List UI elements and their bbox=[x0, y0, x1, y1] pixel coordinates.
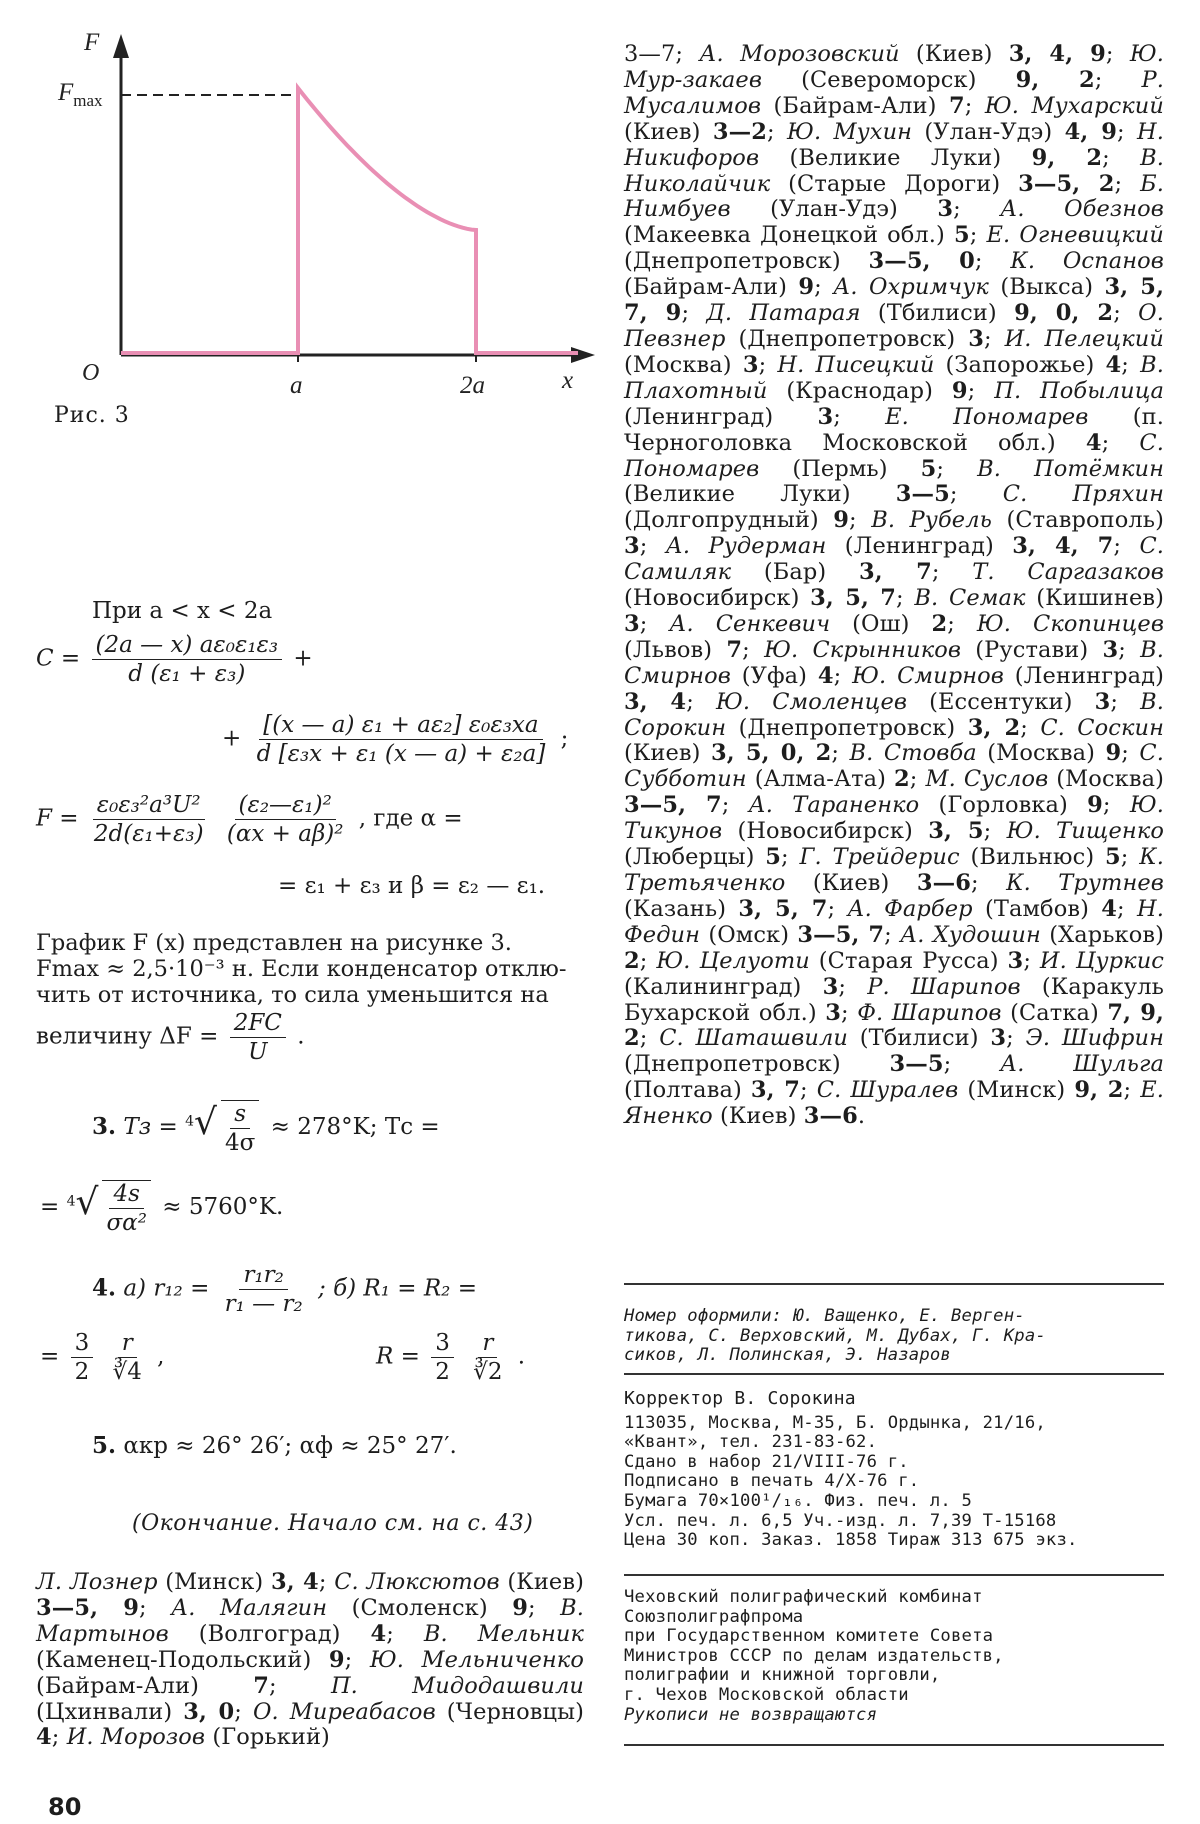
name-text: (Каракуль Бухарской обл.) bbox=[624, 973, 1164, 1026]
person-name: Р. Мусалимов bbox=[624, 66, 1164, 119]
name-text: ; bbox=[386, 1620, 424, 1647]
name-text: ; bbox=[967, 377, 995, 404]
name-text: . bbox=[857, 1103, 866, 1130]
imprint-rule-3 bbox=[624, 1574, 1164, 1576]
problem-numbers: 3 bbox=[1094, 688, 1111, 715]
person-name: И. Цуркис bbox=[1039, 947, 1164, 974]
name-text: (Алма-Ата) bbox=[746, 766, 895, 793]
name-text: ; bbox=[1113, 533, 1140, 560]
name-text: ; bbox=[639, 533, 666, 560]
delta-f-line: величину ΔF = $\frac{2FC}{U}$ . bbox=[36, 1010, 305, 1065]
name-text: (Москва) bbox=[976, 740, 1106, 767]
problem-numbers: 3 bbox=[1007, 947, 1024, 974]
person-name: С. Пряхин bbox=[1002, 481, 1165, 508]
problem-numbers: 4 bbox=[1101, 895, 1118, 922]
person-name: Л. Лознер bbox=[36, 1569, 158, 1595]
person-name: С. Шуралев bbox=[816, 1077, 959, 1104]
person-name: К. Трутнев bbox=[1006, 870, 1164, 896]
person-name: Ю. Скопинцев bbox=[976, 610, 1165, 637]
axis-y-label: F bbox=[84, 29, 100, 56]
name-text: (Рустави) bbox=[961, 636, 1103, 663]
where-line2: = ε₁ + ε₃ и β = ε₂ — ε₁. bbox=[278, 873, 546, 899]
problem-numbers: 3 bbox=[1102, 636, 1119, 663]
name-text: ; bbox=[814, 274, 834, 301]
name-text: ; bbox=[1113, 300, 1139, 327]
name-text: (Старые Дороги) bbox=[770, 170, 1019, 197]
name-text: ; bbox=[1121, 351, 1141, 378]
name-text: (Киев) bbox=[624, 118, 713, 145]
name-text: ; bbox=[970, 870, 1007, 896]
problem-numbers: 3 bbox=[822, 973, 839, 1000]
problem-4-line2: = $\frac{3}{2}$ $\frac{r}{∛4}$ , bbox=[40, 1330, 165, 1385]
name-text: ; bbox=[833, 403, 886, 430]
person-name: А. Фарбер bbox=[847, 895, 973, 922]
name-text: (Тбилиси) bbox=[860, 300, 1015, 327]
origin-label: O bbox=[82, 360, 100, 386]
name-text: ; bbox=[268, 1672, 331, 1699]
address-block: Корректор В. Сорокина 113035, Москва, М-35, Б. Ордынка, 21/16, «Квант», тел. 231-83-62. Сдано в набор 21/VIII-76 г. Подписано в печать 4/X-76 г. Бумага 70×100¹/₁₆. Физ. печ. л. 5 Усл. печ. л. 6,5 Уч.-изд. л. 7,39 Т-15168 Цена 30 коп. Заказ. 1858 Тираж 313 675 экз. bbox=[624, 1388, 1078, 1551]
name-text: (Ош) bbox=[830, 610, 932, 637]
name-text: (Калининград) bbox=[624, 973, 823, 1000]
problem-numbers: 9 bbox=[1087, 792, 1103, 819]
person-name: М. Суслов bbox=[925, 766, 1049, 793]
figure-3-graph bbox=[40, 20, 600, 440]
person-name: Д. Патарая bbox=[706, 300, 861, 327]
problem-numbers: 4 bbox=[36, 1724, 52, 1751]
person-name: Ю. Мухин bbox=[787, 118, 913, 145]
problem-numbers: 3—5, 9 bbox=[36, 1594, 139, 1621]
person-name: В. Стовба bbox=[849, 740, 977, 767]
name-text: (Казань) bbox=[624, 895, 739, 922]
name-text: (Омск) bbox=[700, 921, 798, 948]
problem-numbers: 9 bbox=[798, 274, 815, 301]
c-formula-line2: + $\frac{\text{[(x — a) ε₁ + aε₂] ε₀ε₃xa}}{\text{d [ε₃x + ε₁ (x — a) + ε₂a]}}$ ; bbox=[222, 712, 569, 767]
name-text: (Киев) bbox=[624, 740, 712, 767]
person-name: В. Смирнов bbox=[624, 636, 1165, 689]
name-text: ; bbox=[983, 325, 1005, 352]
person-name: В. Сорокин bbox=[624, 688, 1164, 741]
name-text: (Бар) bbox=[731, 559, 860, 586]
name-text: ; bbox=[527, 1594, 561, 1621]
name-text: (Волгоград) bbox=[168, 1620, 371, 1647]
name-text: (Москва) bbox=[624, 351, 743, 378]
name-text: (Люберцы) bbox=[624, 844, 766, 871]
person-name: П. Побылица bbox=[994, 377, 1165, 404]
name-text: (Сатка) bbox=[1001, 999, 1108, 1026]
name-text: (Горький) bbox=[205, 1724, 330, 1751]
problem-numbers: 3—5, 2 bbox=[1018, 170, 1115, 197]
person-name: П. Мидодашвили bbox=[330, 1672, 584, 1699]
name-text: (п. Черноголовка Московской обл.) bbox=[624, 403, 1164, 456]
problem-numbers: 4 bbox=[1085, 429, 1102, 456]
problem-numbers: 7 bbox=[948, 92, 965, 119]
problem-numbers: 3—5 bbox=[889, 1051, 944, 1078]
name-text: (Днепропетровск) bbox=[624, 1051, 890, 1078]
problem-numbers: 3, 5 bbox=[928, 818, 984, 845]
name-text: (Харьков) bbox=[1040, 921, 1165, 948]
person-name: В. Николайчик bbox=[624, 144, 1164, 197]
problem-numbers: 3 bbox=[937, 196, 954, 223]
name-text: (Великие Луки) bbox=[759, 144, 1032, 171]
name-text: ; bbox=[1121, 740, 1140, 767]
name-text: (Байрам-Али) bbox=[36, 1672, 254, 1699]
problem-numbers: 3, 7 bbox=[750, 1077, 801, 1104]
problem-numbers: 3—5, 7 bbox=[797, 921, 885, 948]
problem-numbers: 5 bbox=[765, 844, 782, 871]
name-text: ; bbox=[234, 1698, 253, 1725]
problem-numbers: 9 bbox=[512, 1594, 528, 1621]
problem-numbers: 3—5, 0 bbox=[868, 248, 975, 275]
force-curve bbox=[121, 88, 578, 353]
name-text: ; bbox=[639, 610, 670, 637]
imprint-rule-4 bbox=[624, 1744, 1164, 1746]
name-text: (Кишинев) bbox=[1025, 585, 1165, 612]
name-text: ; bbox=[639, 947, 657, 974]
problem-numbers: 3—5 bbox=[895, 481, 950, 508]
problem-numbers: 4 bbox=[1105, 351, 1122, 378]
person-name: А. Малягин bbox=[171, 1594, 328, 1621]
problem-numbers: 2 bbox=[624, 947, 640, 974]
name-text: (Днепропетровск) bbox=[624, 248, 869, 275]
name-text: (Каменец-Подольский) bbox=[36, 1646, 329, 1673]
problem-numbers: 9, 2 bbox=[1031, 144, 1103, 171]
person-name: К. Оспанов bbox=[1010, 248, 1164, 275]
problem-numbers: 2 bbox=[894, 766, 910, 793]
problem-numbers: 7, 9, 2 bbox=[624, 999, 1164, 1052]
problem-numbers: 3, 4 bbox=[624, 688, 687, 715]
problem-4-R: R = $\frac{3}{2}$ $\frac{r}{∛2}$ . bbox=[376, 1330, 526, 1385]
name-text: ; bbox=[827, 895, 848, 922]
person-name: И. Пелецкий bbox=[1004, 325, 1164, 352]
problem-3-line2: = $^4$√ $\frac{4s}{\text{σα²}}$ ≈ 5760°K. bbox=[40, 1181, 284, 1236]
name-text: ; bbox=[909, 766, 926, 793]
problem-numbers: 4 bbox=[370, 1620, 387, 1647]
names-list-left bbox=[36, 1570, 584, 1751]
name-text: (Минск) bbox=[157, 1569, 271, 1595]
problem-numbers: 3—2 bbox=[712, 118, 767, 145]
problem-numbers: 3, 7 bbox=[859, 559, 932, 586]
name-text: ; bbox=[1102, 144, 1141, 171]
person-name: В. Рубель bbox=[871, 507, 992, 534]
name-text: ; bbox=[1123, 1077, 1141, 1104]
name-text: ; bbox=[1117, 895, 1138, 922]
person-name: С. Соскин bbox=[1040, 714, 1165, 741]
problem-numbers: 3, 5, 0, 2 bbox=[711, 740, 832, 767]
name-text: (Ленинград) bbox=[826, 533, 1013, 560]
problem-numbers: 7 bbox=[253, 1672, 269, 1699]
name-text: (Днепропетровск) bbox=[725, 325, 969, 352]
name-text: (Старая Русса) bbox=[809, 947, 1008, 974]
person-name: А. Шульга bbox=[1000, 1051, 1164, 1078]
problem-numbers: 3—6 bbox=[916, 870, 971, 896]
person-name: В. Семак bbox=[914, 585, 1026, 612]
person-name: Ю. Тищенко bbox=[1006, 818, 1165, 845]
name-text: (Львов) bbox=[624, 636, 727, 663]
person-name: Н. Федин bbox=[624, 895, 1164, 948]
name-text: (Киев) bbox=[785, 870, 917, 896]
problem-numbers: 9, 0, 2 bbox=[1014, 300, 1114, 327]
name-text: ; bbox=[767, 118, 787, 145]
person-name: Е. Яненко bbox=[624, 1077, 1164, 1130]
problem-numbers: 9 bbox=[833, 507, 850, 534]
person-name: В. Плахотный bbox=[624, 351, 1164, 404]
person-name: В. Мартынов bbox=[36, 1594, 585, 1647]
name-text: ; bbox=[983, 818, 1007, 845]
problem-4-line1: 4. а) r₁₂ = $\frac{\text{r₁r₂}}{\text{r₁ — r₂}}$ ; б) R₁ = R₂ = bbox=[92, 1262, 477, 1317]
name-text: ; bbox=[1023, 947, 1040, 974]
name-text: (Киев) bbox=[712, 1103, 804, 1130]
person-name: А. Худошин bbox=[900, 921, 1041, 948]
tick-2a-label: 2a bbox=[460, 372, 485, 399]
name-text: (Киев) bbox=[899, 41, 1009, 67]
name-text: ; bbox=[1110, 688, 1141, 715]
problem-numbers: 3, 2 bbox=[967, 714, 1021, 741]
problem-numbers: 3 bbox=[968, 325, 984, 352]
name-text: (Горловка) bbox=[919, 792, 1088, 819]
problem-numbers: 3, 5, 7, 9 bbox=[624, 274, 1165, 327]
graph-paragraph: График F (x) представлен на рисунке 3. Fmax ≈ 2,5·10⁻³ н. Если конденсатор отклю- чить от источника, то сила уменьшится на bbox=[36, 930, 567, 1008]
person-name: С. Самиляк bbox=[624, 533, 1165, 586]
name-text: (Смоленск) bbox=[327, 1594, 513, 1621]
name-text: (Вильнюс) bbox=[959, 844, 1105, 871]
name-text: (Ленинград) bbox=[624, 403, 818, 430]
name-text: (Североморск) bbox=[762, 66, 1016, 93]
name-text: (Тбилиси) bbox=[847, 1025, 991, 1052]
person-name: Ю. Тикунов bbox=[624, 792, 1165, 845]
name-text: (Москва) bbox=[1048, 766, 1164, 793]
name-text: ; bbox=[1020, 714, 1041, 741]
problem-numbers: 9 bbox=[951, 377, 968, 404]
name-text: ; bbox=[849, 507, 872, 534]
name-text: ; bbox=[318, 1569, 335, 1595]
name-text: ; bbox=[686, 688, 716, 715]
problem-numbers: 9 bbox=[1105, 740, 1122, 767]
name-text: ; bbox=[831, 740, 850, 767]
problem-numbers: 3 bbox=[624, 533, 640, 560]
name-text: ; bbox=[1117, 118, 1138, 145]
imprint-rule-1 bbox=[624, 1283, 1164, 1285]
name-text: ; bbox=[884, 921, 901, 948]
problem-numbers: 3 bbox=[990, 1025, 1007, 1052]
f-formula: F = $\frac{\text{ε₀ε₃²a³U²}}{\text{2d(ε₁+ε₃)}}$ $\frac{\text{(ε₂—ε₁)²}}{\text{(αx + aβ)²}}$ , где α = bbox=[36, 792, 463, 847]
name-text: (Улан-Удэ) bbox=[730, 196, 938, 223]
force-curve-line bbox=[121, 88, 578, 353]
person-name: А. Сенкевич bbox=[669, 610, 831, 637]
problem-numbers: 3 bbox=[742, 351, 759, 378]
person-name: Р. Шарипов bbox=[867, 973, 1021, 1000]
name-text: 3—7; bbox=[624, 41, 700, 67]
tick-a-label: a bbox=[290, 372, 303, 399]
person-name: Е. Пономарев bbox=[885, 403, 1089, 430]
name-text: ; bbox=[681, 300, 707, 327]
person-name: Ю. Мур-закаев bbox=[624, 41, 1165, 93]
person-name: В. Мельник bbox=[423, 1620, 584, 1647]
name-text: ; bbox=[800, 1077, 817, 1104]
name-text: (Ставрополь) bbox=[991, 507, 1164, 534]
name-text: ; bbox=[1006, 1025, 1026, 1052]
editors-block: Номер оформили: Ю. Ващенко, Е. Верген- тикова, С. Верховский, М. Дубах, Г. Кра- сиков, Л. Полинская, Э. Назаров bbox=[624, 1306, 1046, 1366]
problem-numbers: 9, 2 bbox=[1015, 66, 1095, 93]
imprint-rule-2 bbox=[624, 1373, 1164, 1375]
name-text: ; bbox=[1105, 41, 1130, 67]
person-name: Н. Писецкий bbox=[777, 351, 935, 378]
person-name: А. Морозовский bbox=[699, 41, 900, 67]
name-text: ; bbox=[953, 196, 1001, 223]
name-text: (Долгопрудный) bbox=[624, 507, 834, 534]
name-text: (Киев) bbox=[499, 1569, 584, 1595]
name-text: ; bbox=[1114, 170, 1141, 197]
name-text: (Выкса) bbox=[988, 274, 1105, 301]
name-text: ; bbox=[936, 455, 978, 482]
problem-numbers: 3, 4 bbox=[270, 1569, 319, 1595]
name-text: ; bbox=[51, 1724, 67, 1751]
person-name: Г. Трейдерис bbox=[799, 844, 960, 871]
c-formula-line1: C = $\frac{\text{(2a — x) aε₀ε₁ε₃}}{\text{d (ε₁ + ε₃)}}$ + bbox=[36, 632, 313, 687]
person-name: Ю. Смирнов bbox=[852, 662, 1005, 689]
name-text: (Запорожье) bbox=[934, 351, 1106, 378]
problem-numbers: 9, 2 bbox=[1074, 1077, 1124, 1104]
fmax-label: $F_{max}$ bbox=[58, 79, 103, 110]
person-name: Ю. Целуоти bbox=[656, 947, 810, 974]
name-text: ; bbox=[1120, 844, 1140, 871]
problem-numbers: 3 bbox=[825, 999, 841, 1026]
problem-numbers: 3, 4, 7 bbox=[1012, 533, 1114, 560]
problem-numbers: 3—6 bbox=[803, 1103, 858, 1130]
person-name: И. Морозов bbox=[66, 1724, 206, 1751]
name-text: (Тамбов) bbox=[972, 895, 1102, 922]
name-text: (Цхинвали) bbox=[36, 1698, 184, 1725]
name-text: (Уфа) bbox=[730, 662, 818, 689]
person-name: Б. Нимбуев bbox=[624, 170, 1165, 223]
name-text: ; bbox=[833, 662, 853, 689]
person-name: С. Субботин bbox=[624, 740, 1164, 793]
continuation-note: (Окончание. Начало см. на с. 43) bbox=[132, 1511, 534, 1536]
person-name: С. Люксютов bbox=[334, 1569, 500, 1595]
name-text: (Ленинград) bbox=[1004, 662, 1164, 689]
name-text: (Байрам-Али) bbox=[624, 274, 799, 301]
name-text: ; bbox=[138, 1594, 172, 1621]
y-axis-arrow bbox=[113, 34, 129, 58]
problem-numbers: 4 bbox=[817, 662, 834, 689]
name-text: ; bbox=[931, 559, 973, 586]
problem-numbers: 3, 4, 9 bbox=[1008, 41, 1106, 67]
problem-numbers: 5 bbox=[920, 455, 937, 482]
name-text: (Новосибирск) bbox=[722, 818, 929, 845]
name-text: ; bbox=[974, 248, 1011, 275]
problem-numbers: 3, 0 bbox=[183, 1698, 235, 1725]
problem-numbers: 7 bbox=[726, 636, 743, 663]
name-text: (Новосибирск) bbox=[624, 585, 811, 612]
problem-numbers: 3, 5, 7 bbox=[810, 585, 897, 612]
person-name: Т. Саргазаков bbox=[972, 559, 1164, 586]
names-list-right bbox=[624, 42, 1164, 1130]
name-text: ; bbox=[841, 999, 858, 1026]
problem-numbers: 3, 5, 7 bbox=[738, 895, 828, 922]
person-name: О. Миреабасов bbox=[252, 1698, 436, 1725]
person-name: Ю. Мельниченко bbox=[369, 1646, 584, 1673]
name-text: (Ессентуки) bbox=[907, 688, 1095, 715]
name-text: ; bbox=[639, 1025, 660, 1052]
name-text: (Минск) bbox=[958, 1077, 1075, 1104]
person-name: Ю. Смоленцев bbox=[715, 688, 908, 715]
problem-numbers: 5 bbox=[1104, 844, 1121, 871]
person-name: В. Потёмкин bbox=[977, 455, 1164, 482]
condition-line: При a < x < 2a bbox=[92, 598, 273, 624]
name-text: (Пермь) bbox=[759, 455, 921, 482]
name-text: ; bbox=[742, 636, 765, 663]
person-name: Ю. Скрынников bbox=[764, 636, 962, 663]
name-text: ; bbox=[1101, 429, 1140, 456]
person-name: Э. Шифрин bbox=[1025, 1025, 1165, 1052]
printer-block: Чеховский полиграфический комбинат Союзполиграфпрома при Государственном комитете Совета Министров СССР по делам издательств, полиграфии и книжной торговли, г. Чехов Московской области Рукописи не возвращаются bbox=[624, 1587, 1004, 1725]
problem-numbers: 9 bbox=[328, 1646, 345, 1673]
person-name: А. Рудерман bbox=[665, 533, 827, 560]
axis-x-label: x bbox=[562, 367, 574, 394]
name-text: ; bbox=[838, 973, 868, 1000]
name-text: ; bbox=[781, 844, 800, 871]
name-text: ; bbox=[1102, 792, 1130, 819]
problem-numbers: 2 bbox=[931, 610, 948, 637]
person-name: А. Тараненко bbox=[748, 792, 920, 819]
name-text: ; bbox=[896, 585, 915, 612]
person-name: А. Охримчук bbox=[833, 274, 989, 301]
name-text: (Полтава) bbox=[624, 1077, 751, 1104]
person-name: К. Третьяченко bbox=[624, 844, 1164, 896]
name-text: ; bbox=[947, 610, 977, 637]
problem-5: 5. αкр ≈ 26° 26′; αф ≈ 25° 27′. bbox=[92, 1432, 457, 1459]
name-text: ; bbox=[943, 1051, 1001, 1078]
person-name: С. Пономарев bbox=[624, 429, 1164, 482]
problem-numbers: 3 bbox=[817, 403, 834, 430]
person-name: С. Шаташвили bbox=[659, 1025, 848, 1052]
person-name: О. Певзнер bbox=[624, 300, 1164, 352]
name-text: (Великие Луки) bbox=[624, 481, 896, 508]
problem-numbers: 5 bbox=[953, 222, 970, 249]
name-text: ; bbox=[758, 351, 778, 378]
problem-numbers: 3 bbox=[624, 610, 640, 637]
name-text: ; bbox=[949, 481, 1003, 508]
name-text: (Днепропетровск) bbox=[726, 714, 968, 741]
name-text: (Улан-Удэ) bbox=[912, 118, 1065, 145]
figure-caption: Рис. 3 bbox=[54, 403, 130, 428]
name-text: ; bbox=[721, 792, 749, 819]
person-name: Н. Никифоров bbox=[624, 118, 1165, 171]
name-text: (Макеевка Донецкой обл.) bbox=[624, 222, 954, 249]
name-text: ; bbox=[964, 92, 985, 119]
person-name: Ю. Мухарский bbox=[984, 92, 1164, 119]
name-text: ; bbox=[344, 1646, 370, 1673]
person-name: Ф. Шарипов bbox=[857, 999, 1002, 1026]
person-name: А. Обезнов bbox=[1000, 196, 1164, 223]
problem-numbers: 3—5, 7 bbox=[624, 792, 722, 819]
name-text: ; bbox=[969, 222, 987, 249]
name-text: (Байрам-Али) bbox=[761, 92, 949, 119]
problem-3-line1: 3. Tз = $^4$√ $\frac{s}{4\sigma}$ ≈ 278°K; Tс = bbox=[92, 1101, 440, 1156]
name-text: (Краснодар) bbox=[767, 377, 952, 404]
problem-numbers: 4, 9 bbox=[1064, 118, 1118, 145]
page-number: 80 bbox=[48, 1793, 82, 1821]
name-text: (Черновцы) bbox=[435, 1698, 584, 1725]
name-text: ; bbox=[1094, 66, 1142, 93]
name-text: ; bbox=[1118, 636, 1141, 663]
person-name: Е. Огневицкий bbox=[986, 222, 1164, 249]
